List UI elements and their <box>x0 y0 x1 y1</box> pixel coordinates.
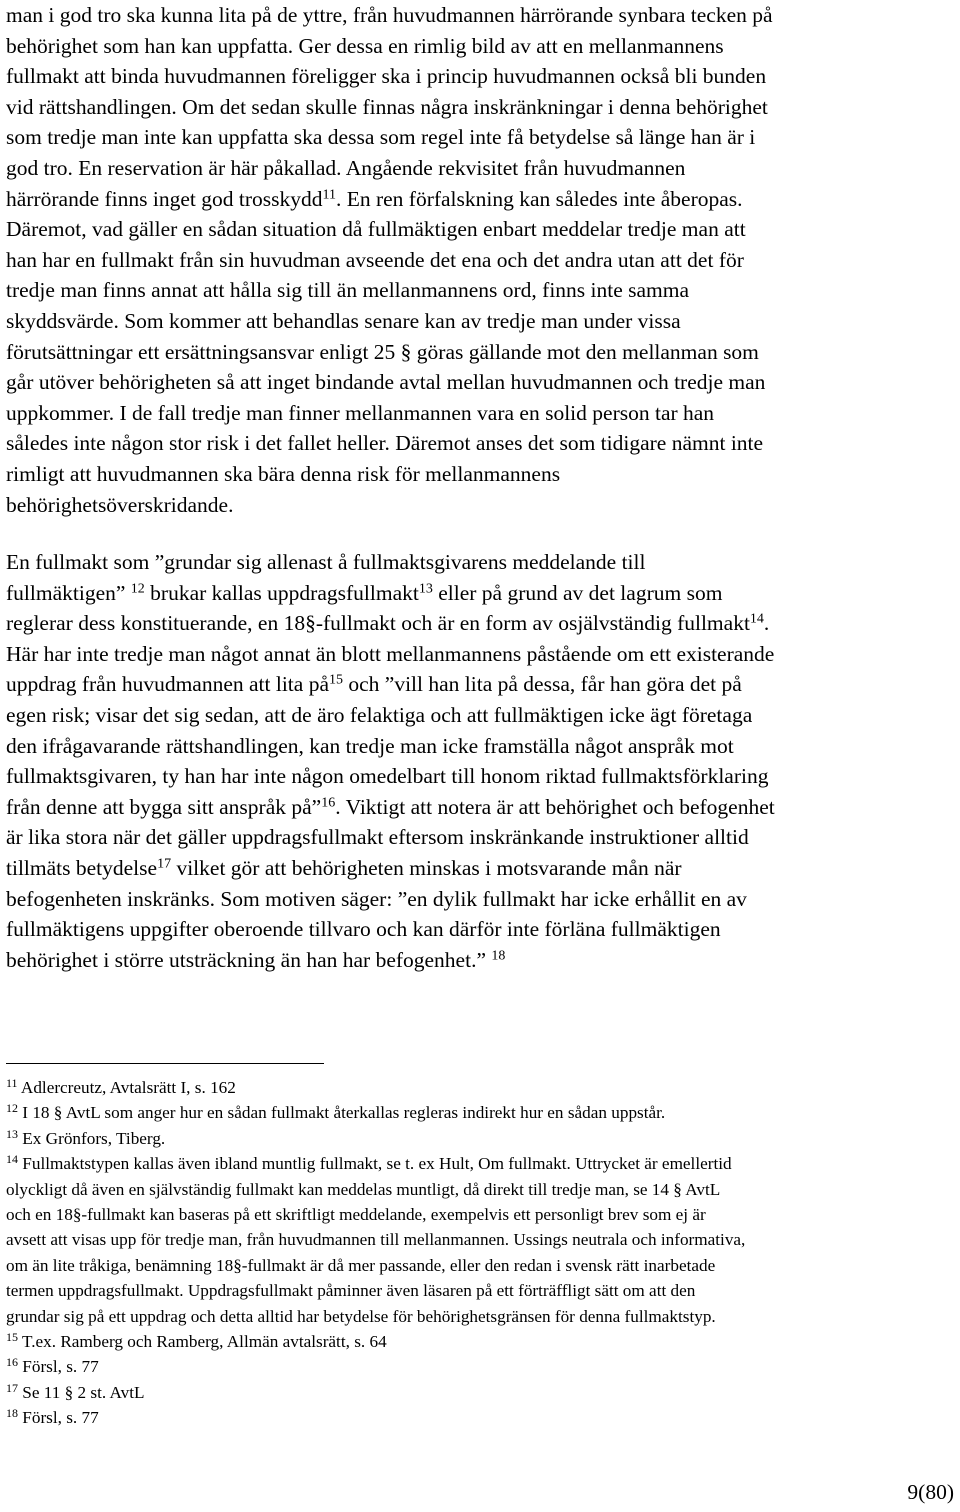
text-run: härrörande finns inget god trosskydd <box>6 186 323 211</box>
text-line <box>6 367 956 398</box>
body-paragraph <box>6 0 956 520</box>
text-line <box>6 914 956 945</box>
footnote-line <box>6 1126 956 1151</box>
text-line <box>6 853 956 884</box>
footnote-marker: 16 <box>321 795 336 811</box>
text-run: Se 11 § 2 st. AvtL <box>18 1382 145 1402</box>
text-run: vilket gör att behörigheten minskas i motsvarande mån när <box>171 855 682 880</box>
text-run: T.ex. Ramberg och Ramberg, Allmän avtalsrätt, s. 64 <box>18 1332 387 1352</box>
footnote-marker: 13 <box>6 1126 18 1141</box>
text-run: man i god tro ska kunna lita på de yttre, från huvudmannen härrörande synbara tecken på <box>6 3 773 27</box>
text-line <box>6 639 956 670</box>
text-run: grundar sig på ett uppdrag och detta alltid har betydelse för behörighetsgränsen för denna fullmaktstyp. <box>6 1306 716 1326</box>
footnote-marker: 12 <box>130 580 145 596</box>
text-run: . Viktigt att notera är att behörighet och befogenhet <box>335 794 775 819</box>
text-run: om än lite tråkiga, benämning 18§-fullmakt är då mer passande, eller den redan i svensk rätt inarbetade <box>6 1255 716 1275</box>
text-run: behörighet i större utsträckning än han har befogenhet.” <box>6 947 492 972</box>
text-line <box>6 214 956 245</box>
text-run: Fullmaktstypen kallas även ibland muntlig fullmakt, se t. ex Hult, Om fullmakt. Uttrycket är emellertid <box>18 1154 732 1174</box>
text-run: . <box>763 611 770 636</box>
footnote-line <box>6 1100 956 1125</box>
text-run: rimligt att huvudmannen ska bära denna risk för mellanmannens <box>6 461 561 486</box>
footnote-line <box>6 1253 956 1278</box>
text-run: Försl, s. 77 <box>18 1357 99 1377</box>
text-line <box>6 337 956 368</box>
text-run: uppdrag från huvudmannen att lita på <box>6 672 329 697</box>
text-line <box>6 490 956 521</box>
text-line <box>6 669 956 700</box>
text-run: och en 18§-fullmakt kan baseras på ett skriftligt meddelande, exempelvis ett personligt brev som ej är <box>6 1205 706 1225</box>
text-line <box>6 0 956 31</box>
text-run: fullmakt att binda huvudmannen föreligger ska i princip huvudmannen också bli bunden <box>6 64 767 89</box>
text-run: reglerar dess konstituerande, en 18§-fullmakt och är en form av osjälvständig fullmakt <box>6 611 750 636</box>
text-run: brukar kallas uppdragsfullmakt <box>144 580 419 605</box>
text-run: från denne att bygga sitt anspråk på” <box>6 794 322 819</box>
text-line <box>6 122 956 153</box>
text-line <box>6 245 956 276</box>
text-run: således inte någon stor risk i det fallet heller. Däremot anses det som tidigare nämnt inte <box>6 431 764 456</box>
footnote-line <box>6 1202 956 1227</box>
text-line <box>6 61 956 92</box>
footnotes <box>6 1075 956 1431</box>
text-run: går utöver behörigheten så att inget bindande avtal mellan huvudmannen och tredje man <box>6 370 766 395</box>
text-line <box>6 428 956 459</box>
text-run: är lika stora när det gäller uppdragsfullmakt eftersom inskränkande instruktioner alltid <box>6 825 749 850</box>
footnote-marker: 18 <box>491 948 506 964</box>
footnote-marker: 11 <box>6 1076 18 1090</box>
text-line <box>6 884 956 915</box>
footnote-line <box>6 1405 956 1430</box>
footnote-line <box>6 1227 956 1252</box>
text-line <box>6 761 956 792</box>
footnote-line <box>6 1151 956 1176</box>
footnote-marker: 13 <box>418 580 433 596</box>
footnote-marker: 14 <box>749 611 764 627</box>
footnote-marker: 17 <box>6 1380 18 1395</box>
text-run: skyddsvärde. Som kommer att behandlas senare kan av tredje man under vissa <box>6 308 681 333</box>
text-line <box>6 608 956 639</box>
text-run: befogenheten inskränks. Som motiven säger: ”en dylik fullmakt har icke erhållit en av <box>6 886 747 911</box>
footnote-line <box>6 1304 956 1329</box>
text-run: fullmaktsgivaren, ty han har inte någon omedelbart till honom riktad fullmaktsförklaring <box>6 764 769 789</box>
text-run: avsett att visas upp för tredje man, från huvudmannen till mellanmannen. Ussings neutrala och informativa, <box>6 1230 746 1250</box>
text-line <box>6 547 956 578</box>
text-run: och ”vill han lita på dessa, får han göra det på <box>343 672 742 697</box>
body-paragraph <box>6 547 956 975</box>
text-run: förutsättningar ett ersättningsansvar enligt 25 § göras gällande mot den mellanman som <box>6 339 759 364</box>
text-line <box>6 792 956 823</box>
footnote-marker: 16 <box>6 1355 18 1370</box>
footnote-line <box>6 1380 956 1405</box>
text-line <box>6 731 956 762</box>
text-line <box>6 92 956 123</box>
text-run: En fullmakt som ”grundar sig allenast å fullmaktsgivarens meddelande till <box>6 550 646 574</box>
text-run: . En ren förfalskning kan således inte åberopas. <box>335 186 743 211</box>
text-line <box>6 700 956 731</box>
text-run: Adlercreutz, Avtalsrätt I, s. 162 <box>17 1078 236 1097</box>
footnote-line <box>6 1075 956 1100</box>
text-run: uppkommer. I de fall tredje man finner mellanmannen vara en solid person tar han <box>6 400 715 425</box>
footnote-marker: 15 <box>6 1330 18 1345</box>
text-line <box>6 184 956 215</box>
footnote-marker: 18 <box>6 1406 18 1421</box>
text-run: fullmäktigens uppgifter oberoende tillvaro och kan därför inte förläna fullmäktigen <box>6 917 721 942</box>
text-run: termen uppdragsfullmakt. Uppdragsfullmakt påminner även läsaren på ett förträffligt sätt om att den <box>6 1281 696 1301</box>
footnote-line <box>6 1354 956 1379</box>
text-run: I 18 § AvtL som anger hur en sådan fullmakt återkallas regleras indirekt hur en sådan uppstår. <box>18 1103 666 1123</box>
footnote-marker: 12 <box>6 1101 18 1116</box>
footnote-marker: 17 <box>157 856 172 872</box>
footnote-line <box>6 1278 956 1303</box>
text-run: fullmäktigen” <box>6 580 131 605</box>
footnote-separator <box>6 1063 324 1064</box>
text-line <box>6 31 956 62</box>
text-run: god tro. En reservation är här påkallad. Angående rekvisitet från huvudmannen <box>6 155 686 180</box>
text-run: tredje man finns annat att hålla sig till än mellanmannens ord, finns inte samma <box>6 278 690 303</box>
text-run: egen risk; visar det sig sedan, att de äro felaktiga och att fullmäktigen icke ägt företaga <box>6 702 753 727</box>
text-run: Däremot, vad gäller en sådan situation då fullmäktigen enbart meddelar tredje man att <box>6 217 746 242</box>
text-line <box>6 578 956 609</box>
text-run: vid rättshandlingen. Om det sedan skulle finnas några inskränkningar i denna behörighet <box>6 94 768 119</box>
text-run: behörighet som han kan uppfatta. Ger dessa en rimlig bild av att en mellanmannens <box>6 33 724 58</box>
text-run: som tredje man inte kan uppfatta ska dessa som regel inte få betydelse så länge han är i <box>6 125 756 150</box>
text-run: eller på grund av det lagrum som <box>432 580 723 605</box>
text-line <box>6 306 956 337</box>
footnote-line <box>6 1329 956 1354</box>
text-line <box>6 459 956 490</box>
page-number: 9(80) <box>907 1480 954 1504</box>
footnote-marker: 15 <box>329 672 343 688</box>
text-run: behörighetsöverskridande. <box>6 492 234 517</box>
footnote-marker: 11 <box>322 186 336 202</box>
text-line <box>6 945 956 976</box>
text-run: Här har inte tredje man något annat än blott mellanmannens påstående om ett existerande <box>6 641 775 666</box>
text-run: den ifrågavarande rättshandlingen, kan tredje man icke framställa något anspråk mot <box>6 733 734 758</box>
text-line <box>6 153 956 184</box>
text-run: tillmäts betydelse <box>6 855 158 880</box>
text-line <box>6 275 956 306</box>
text-run: Försl, s. 77 <box>18 1408 99 1428</box>
text-line <box>6 822 956 853</box>
text-line <box>6 398 956 429</box>
text-run: Ex Grönfors, Tiberg. <box>18 1128 166 1148</box>
text-run: han har en fullmakt från sin huvudman avseende det ena och det andra utan att det för <box>6 247 744 272</box>
footnote-marker: 14 <box>6 1152 18 1167</box>
footnote-line <box>6 1177 956 1202</box>
text-run: olyckligt då även en självständig fullmakt kan meddelas muntligt, då direkt till tredje man, se 14 § AvtL <box>6 1179 721 1199</box>
